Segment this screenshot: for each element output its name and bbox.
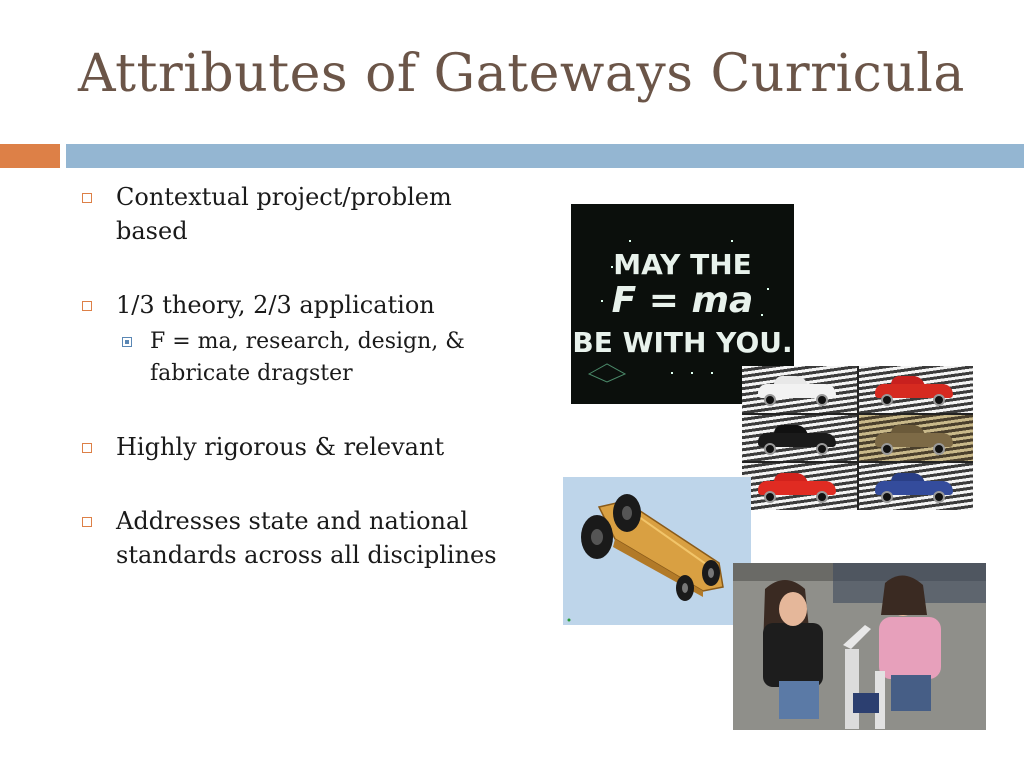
- poster-line-3: BE WITH YOU.: [572, 326, 793, 359]
- car-tile: [859, 366, 974, 413]
- car-tile: [742, 415, 857, 462]
- ship-icon: [587, 362, 627, 384]
- bullet-item: [82, 430, 502, 464]
- accent-bar-blue: [66, 144, 1024, 168]
- filled-square-bullet-icon: [122, 337, 132, 347]
- bullet-text: Highly rigorous & relevant: [116, 433, 445, 461]
- poster-line-2: F = ma: [611, 280, 754, 321]
- car-tile: [742, 463, 857, 510]
- dragster-model-image: [563, 477, 751, 625]
- accent-bar-orange: [0, 144, 60, 168]
- bullet-text: 1/3 theory, 2/3 application: [116, 291, 435, 319]
- slide-title: Attributes of Gateways Curricula: [78, 44, 965, 104]
- car-wind-tunnel-grid-image: [742, 366, 973, 510]
- car-tile: [859, 463, 974, 510]
- square-bullet-icon: [82, 301, 92, 311]
- poster-line-1: MAY THE: [613, 248, 752, 281]
- bullet-text: Addresses state and national standards across all disciplines: [116, 507, 497, 569]
- bullet-text: Contextual project/problem based: [116, 183, 452, 245]
- bullet-item: [82, 504, 502, 572]
- sub-bullet-item: [82, 326, 502, 390]
- square-bullet-icon: [82, 443, 92, 453]
- bullet-list: [82, 180, 502, 572]
- car-tile: [859, 415, 974, 462]
- square-bullet-icon: [82, 517, 92, 527]
- car-tile: [742, 366, 857, 413]
- sub-bullet-text: F = ma, research, design, & fabricate dragster: [150, 329, 465, 386]
- dragster-car-icon: [563, 477, 751, 625]
- students-building-dragster-photo: [733, 563, 986, 730]
- square-bullet-icon: [82, 193, 92, 203]
- bullet-item: [82, 180, 502, 248]
- bullet-item: [82, 288, 502, 322]
